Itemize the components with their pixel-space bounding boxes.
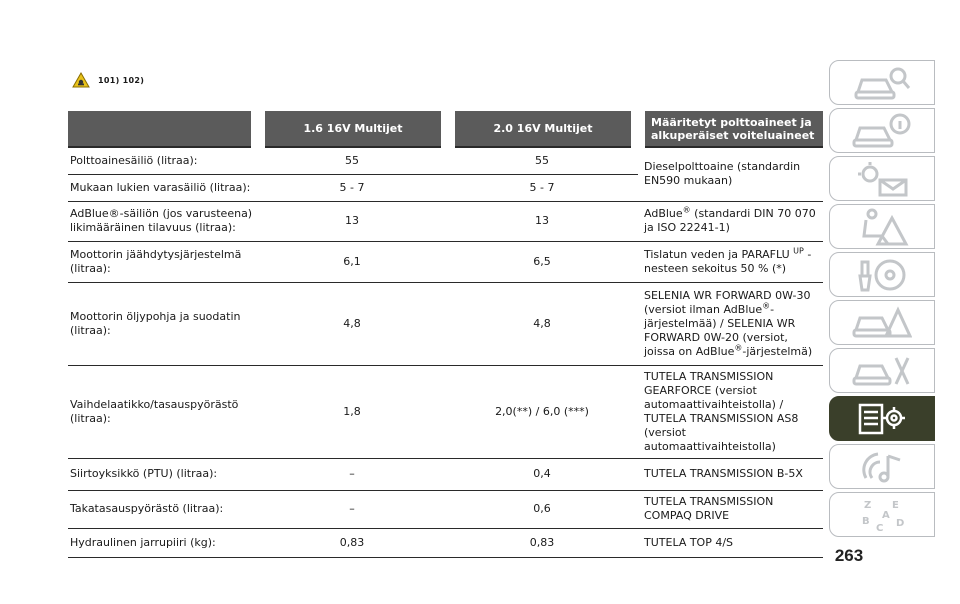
row-lubricant: TUTELA TRANSMISSION COMPAQ DRIVE bbox=[638, 490, 823, 528]
table-row bbox=[68, 365, 823, 458]
tab-car-service[interactable] bbox=[829, 348, 935, 393]
row-label: Vaihdelaatikko/tasauspyörästö (litraa): bbox=[68, 365, 258, 458]
svg-text:E: E bbox=[892, 499, 899, 511]
row-value-1: 6,1 bbox=[258, 241, 448, 282]
row-label: Moottorin öljypohja ja suodatin (litraa): bbox=[68, 282, 258, 365]
table-row bbox=[68, 201, 823, 241]
row-value-1: 13 bbox=[258, 201, 448, 241]
tab-car-info[interactable] bbox=[829, 108, 935, 153]
row-label: Hydraulinen jarrupiiri (kg): bbox=[68, 528, 258, 557]
svg-text:A: A bbox=[882, 509, 890, 521]
row-value-2: 6,5 bbox=[448, 241, 638, 282]
row-lubricant: AdBlue® (standardi DIN 70 070 ja ISO 22241-1) bbox=[638, 201, 823, 241]
warning-refs: 101) 102) bbox=[98, 75, 145, 85]
header-engine-1: 1.6 16V Multijet bbox=[258, 111, 448, 147]
row-value-1: 4,8 bbox=[258, 282, 448, 365]
car-info-icon bbox=[852, 112, 912, 150]
steering-wheel-icon bbox=[852, 256, 912, 294]
car-service-icon bbox=[852, 352, 912, 390]
multimedia-icon bbox=[852, 448, 912, 486]
row-label: Takatasauspyörästö (litraa): bbox=[68, 490, 258, 528]
row-value-2: 0,4 bbox=[448, 458, 638, 490]
row-lubricant: TUTELA TOP 4/S bbox=[638, 528, 823, 557]
tab-seat-safety[interactable] bbox=[829, 204, 935, 249]
row-label: Polttoainesäiliö (litraa): bbox=[68, 147, 258, 174]
car-magnifier-icon bbox=[852, 64, 912, 102]
chapter-sidebar bbox=[829, 60, 935, 540]
page-number: 263 bbox=[834, 546, 864, 565]
row-lubricant: Tislatun veden ja PARAFLU $^{UP}$ -nesteen sekoitus 50 % (*) bbox=[638, 241, 823, 282]
row-label: Siirtoyksikkö (PTU) (litraa): bbox=[68, 458, 258, 490]
row-value-2: 0,83 bbox=[448, 528, 638, 557]
table-header-row bbox=[68, 111, 823, 147]
tab-warning-lights[interactable] bbox=[829, 156, 935, 201]
row-value-1: 55 bbox=[258, 147, 448, 174]
header-empty bbox=[68, 111, 258, 147]
svg-text:B: B bbox=[862, 515, 870, 527]
table-row bbox=[68, 458, 823, 490]
row-value-2: 2,0(**) / 6,0 (***) bbox=[448, 365, 638, 458]
tab-car-warning[interactable] bbox=[829, 300, 935, 345]
row-value-1: – bbox=[258, 490, 448, 528]
warning-lights-icon bbox=[852, 160, 912, 198]
row-value-1: 5 - 7 bbox=[258, 174, 448, 201]
tab-multimedia[interactable] bbox=[829, 444, 935, 489]
table-row bbox=[68, 241, 823, 282]
row-label: Mukaan lukien varasäiliö (litraa): bbox=[68, 174, 258, 201]
row-lubricant: TUTELA TRANSMISSION B-5X bbox=[638, 458, 823, 490]
svg-text:C: C bbox=[876, 522, 884, 534]
warning-triangle-icon bbox=[72, 72, 90, 88]
seat-safety-icon bbox=[852, 208, 912, 246]
table-row bbox=[68, 490, 823, 528]
capacities-table bbox=[68, 111, 823, 558]
index-icon bbox=[852, 496, 912, 534]
table-row bbox=[68, 282, 823, 365]
row-lubricant: SELENIA WR FORWARD 0W-30 (versiot ilman AdBlue®-järjestelmää) / SELENIA WR FORWARD 0W-20 (versiot, joissa on AdBlue®-järjestelmä) bbox=[638, 282, 823, 365]
row-lubricant: TUTELA TRANSMISSION GEARFORCE (versiot automaattivaihteistolla) / TUTELA TRANSMISSION AS8 (versiot automaattivaihteistolla) bbox=[638, 365, 823, 458]
technical-data-icon bbox=[852, 400, 912, 438]
row-value-2: 55 bbox=[448, 147, 638, 174]
header-lubricants: Määritetyt polttoaineet ja alkuperäiset voiteluaineet bbox=[638, 111, 823, 147]
row-value-2: 5 - 7 bbox=[448, 174, 638, 201]
row-value-1: – bbox=[258, 458, 448, 490]
row-value-1: 0,83 bbox=[258, 528, 448, 557]
header-engine-2: 2.0 16V Multijet bbox=[448, 111, 638, 147]
svg-text:D: D bbox=[896, 517, 905, 529]
row-value-2: 4,8 bbox=[448, 282, 638, 365]
row-value-2: 0,6 bbox=[448, 490, 638, 528]
row-label: AdBlue®-säiliön (jos varusteena) likimääräinen tilavuus (litraa): bbox=[68, 201, 258, 241]
table-row bbox=[68, 147, 823, 174]
row-value-2: 13 bbox=[448, 201, 638, 241]
warning-reference bbox=[72, 72, 144, 88]
tab-steering-wheel[interactable] bbox=[829, 252, 935, 297]
tab-car-magnifier[interactable] bbox=[829, 60, 935, 105]
row-lubricant: Dieselpolttoaine (standardin EN590 mukaan) bbox=[638, 147, 823, 201]
svg-text:Z: Z bbox=[864, 499, 872, 511]
tab-technical-data[interactable] bbox=[829, 396, 935, 441]
table-row bbox=[68, 528, 823, 557]
row-label: Moottorin jäähdytysjärjestelmä (litraa): bbox=[68, 241, 258, 282]
car-warning-icon bbox=[852, 304, 912, 342]
row-value-1: 1,8 bbox=[258, 365, 448, 458]
tab-index[interactable] bbox=[829, 492, 935, 537]
